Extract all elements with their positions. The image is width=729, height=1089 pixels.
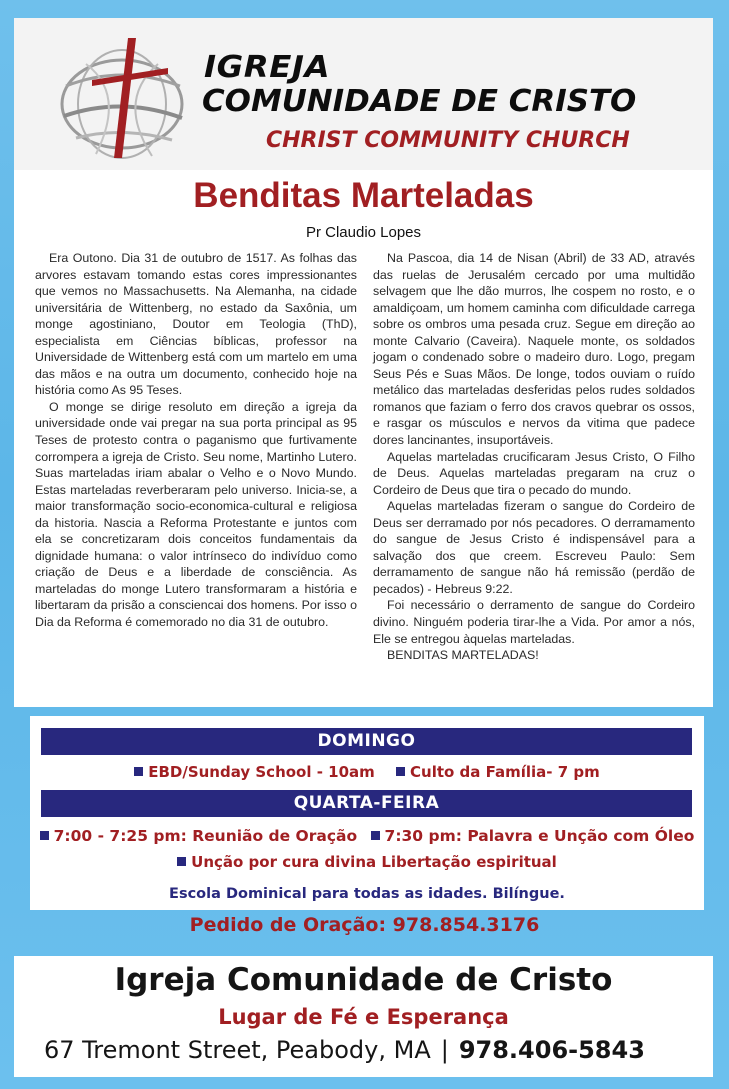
footer-phone: 978.406-5843: [458, 1036, 645, 1064]
wednesday-header: QUARTA-FEIRA: [41, 790, 692, 817]
schedule-item: [134, 763, 375, 781]
bullet-square-icon: [134, 767, 143, 776]
schedule-item: [396, 763, 600, 781]
globe-cross-icon: [56, 34, 206, 160]
sunday-row: [30, 763, 704, 781]
schedule-item-label: EBD/Sunday School - 10am: [148, 763, 375, 781]
article-author: Pr Claudio Lopes: [305, 224, 422, 241]
article-paragraph: Aquelas marteladas crucificaram Jesus Cristo, O Filho de Deus. Aquelas marteladas pregaram na cruz o Cordeiro de Deus que tira o pecado do mundo.: [373, 449, 695, 497]
schedule-item: [177, 853, 557, 871]
header-panel: [14, 18, 713, 170]
article-paragraph: Era Outono. Dia 31 de outubro de 1517. As folhas das arvores estavam tomando estas cores impressionantes que vemos no Massachusetts. Na Alemanha, na cidade universitária de Wittenberg, no estado da Saxônia, um monge agostiniano, Doutor em Teologia (ThD), especialista em Ciências bíblicas, professor na Universidade de Wittenberg está com um martelo em uma das mãos e na outra um documento, conhecido hoje na história como As 95 Teses.: [35, 251, 357, 398]
schedule-item-label: 7:30 pm: Palavra e Unção com Óleo: [384, 827, 695, 845]
schedule-item: [371, 827, 695, 845]
wednesday-row: [30, 827, 704, 845]
church-name-english: CHRIST COMMUNITY CHURCH: [266, 128, 630, 153]
wednesday-row-2: [30, 853, 704, 871]
article-paragraph: Aquelas marteladas fizeram o sangue do Cordeiro de Deus ser derramado por nós pecadores. O derramamento do sangue de Jesus Cristo é indispensável para a salvação dos que creem. Escreveu Paulo: Sem derramamento de sangue não há remissão (perdão de pecados) - Hebreus 9:22.: [373, 499, 695, 596]
bullet-square-icon: [177, 857, 186, 866]
article-panel: [14, 170, 713, 707]
prayer-request-line: Pedido de Oração: 978.854.3176: [189, 914, 540, 936]
footer-address-line: [44, 1036, 645, 1064]
article-column-right: [373, 250, 695, 664]
article-title: Benditas Marteladas: [193, 176, 534, 215]
footer-separator: |: [440, 1036, 449, 1064]
church-name-line1: IGREJA: [204, 50, 331, 85]
article-column-left: [35, 250, 357, 631]
sunday-header: DOMINGO: [41, 728, 692, 755]
schedule-item-label: Culto da Família- 7 pm: [410, 763, 600, 781]
church-name-line2: COMUNIDADE DE CRISTO: [202, 84, 637, 119]
article-paragraph: Foi necessário o derramento de sangue do Cordeiro divino. Ninguém poderia tirar-lhe a Vida. Por amor a nós, Ele se entregou àquelas marteladas.: [373, 598, 695, 646]
article-paragraph: BENDITAS MARTELADAS!: [387, 648, 539, 663]
schedule-item-label: 7:00 - 7:25 pm: Reunião de Oração: [53, 827, 358, 845]
bullet-square-icon: [40, 831, 49, 840]
schedule-panel: [30, 716, 704, 910]
footer-address: 67 Tremont Street, Peabody, MA: [44, 1036, 431, 1064]
article-paragraph: Na Pascoa, dia 14 de Nisan (Abril) de 33 AD, através das ruelas de Jerusalém cercado por uma multidão selvagem que lhe dão murros, lhe cospem no rosto, e o amaldiçoam, um homem caminha com dificuldade carrega sobre os ombros uma pesada cruz. Segue em direção ao monte Calvario (Caveira). Naquele monte, os soldados jogam o condenado sobre o madeiro duro. Logo, pregam Seus Pés e Suas Mãos. De longe, todos ouviam o ruído metálico das marteladas desferidas pelos rudes soldados romanos que faziam o ferro dos cravos quebrar os ossos, e rasgar os músculos e nervos da vitima que padece dores lancinantes, insuportáveis.: [373, 251, 695, 448]
schedule-item-label: Unção por cura divina Libertação espiritual: [191, 853, 557, 871]
article-paragraph: O monge se dirige resoluto em direção a igreja da universidade onde vai pregar na sua porta principal as 95 Teses de protesto contra o paganismo que furtivamente corrompera a igreja de Cristo. Seu nome, Martinho Lutero. Suas marteladas iriam abalar o Velho e o Novo Mundo. Estas marteladas reverberaram pelo universo. Inicia-se, a maior transformação socio-economica-cultural e religiosa da historia. Nascia a Reforma Protestante e juntos com ela se concretizaram dois conceitos fundamentais da dignidade humana: o valor intrínseco do indivíduo como criação de Deus e a liberdade de consciência. As marteladas do monge Lutero transformaram a história e libertaram da prisão a consciencai dos homens. Por isso o Dia da Reforma é comemorado no dia 31 de outubro.: [35, 399, 357, 630]
sunday-school-note: Escola Dominical para todas as idades. Bilíngue.: [169, 886, 565, 902]
footer-motto: Lugar de Fé e Esperança: [218, 1005, 509, 1029]
bullet-square-icon: [371, 831, 380, 840]
schedule-item: [40, 827, 357, 845]
bullet-square-icon: [396, 767, 405, 776]
footer-church-name: Igreja Comunidade de Cristo: [114, 962, 613, 998]
footer-panel: [14, 956, 713, 1077]
